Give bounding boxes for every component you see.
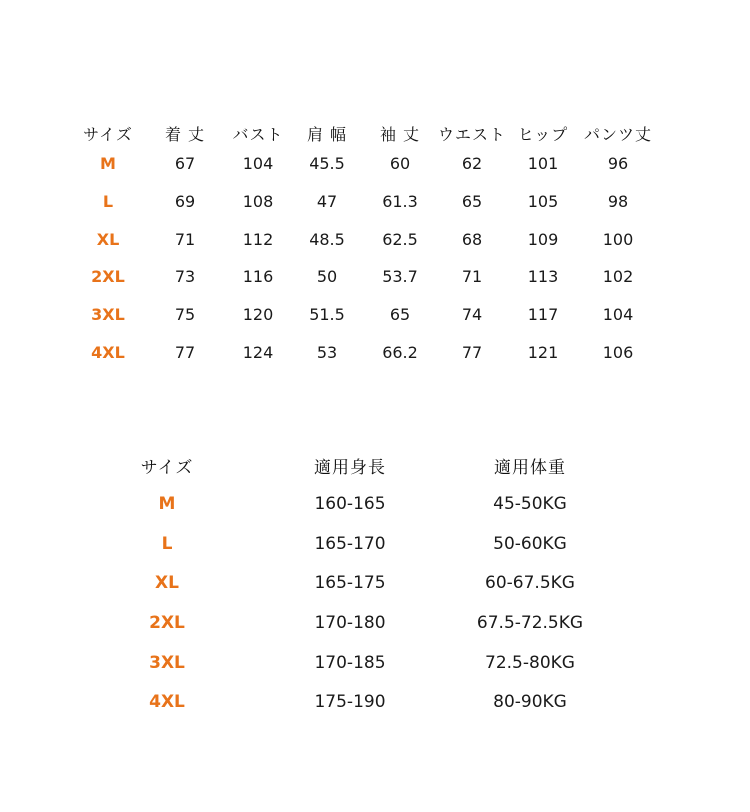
fit-cell: 170-185	[314, 653, 386, 673]
fit-size-label: XL	[155, 573, 179, 593]
measure-header-1: 着 丈	[164, 125, 206, 144]
fit-cell: 80-90KG	[493, 692, 567, 712]
measure-cell: 53.7	[382, 267, 418, 286]
measure-cell: 60	[389, 154, 411, 173]
measure-cell: 121	[527, 343, 559, 362]
measure-cell: 50	[316, 267, 338, 286]
measure-cell: 62	[461, 154, 483, 173]
measure-size-label: 4XL	[91, 343, 125, 362]
fit-cell: 175-190	[314, 692, 386, 712]
measure-cell: 96	[607, 154, 629, 173]
measure-cell: 124	[242, 343, 274, 362]
measure-cell: 108	[242, 192, 274, 211]
measure-cell: 116	[242, 267, 274, 286]
measure-header-2: バスト	[232, 125, 284, 144]
measure-cell: 67	[174, 154, 196, 173]
fit-header-2: 適用体重	[494, 458, 566, 478]
fit-cell: 67.5-72.5KG	[476, 613, 584, 633]
measure-cell: 69	[174, 192, 196, 211]
measure-cell: 71	[461, 267, 483, 286]
measure-cell: 51.5	[309, 305, 345, 324]
measure-cell: 75	[174, 305, 196, 324]
measure-cell: 68	[461, 230, 483, 249]
fit-cell: 170-180	[314, 613, 386, 633]
measure-header-7: パンツ丈	[583, 125, 653, 144]
measure-cell: 74	[461, 305, 483, 324]
measure-cell: 62.5	[382, 230, 418, 249]
fit-header-0: サイズ	[140, 458, 194, 478]
measure-cell: 65	[461, 192, 483, 211]
fit-size-label: L	[161, 534, 173, 554]
measure-cell: 104	[602, 305, 634, 324]
measure-cell: 113	[527, 267, 559, 286]
fit-cell: 165-175	[314, 573, 386, 593]
measure-cell: 47	[316, 192, 338, 211]
fit-size-label: 4XL	[149, 692, 185, 712]
measure-cell: 65	[389, 305, 411, 324]
measure-cell: 71	[174, 230, 196, 249]
measure-cell: 105	[527, 192, 559, 211]
measure-cell: 77	[174, 343, 196, 362]
fit-cell: 160-165	[314, 494, 386, 514]
measure-cell: 73	[174, 267, 196, 286]
measure-cell: 106	[602, 343, 634, 362]
measure-header-3: 肩 幅	[306, 125, 348, 144]
fit-cell: 60-67.5KG	[485, 573, 575, 593]
measure-cell: 101	[527, 154, 559, 173]
fit-cell: 50-60KG	[493, 534, 567, 554]
measure-header-4: 袖 丈	[379, 125, 421, 144]
measure-cell: 117	[527, 305, 559, 324]
measure-cell: 120	[242, 305, 274, 324]
measure-cell: 98	[607, 192, 629, 211]
measure-cell: 104	[242, 154, 274, 173]
measure-size-label: L	[102, 192, 114, 211]
fit-cell: 45-50KG	[493, 494, 567, 514]
measure-size-label: XL	[96, 230, 120, 249]
fit-cell: 72.5-80KG	[485, 653, 575, 673]
measure-header-5: ウエスト	[437, 125, 507, 144]
fit-header-1: 適用身長	[314, 458, 386, 478]
measure-cell: 45.5	[309, 154, 345, 173]
fit-size-label: 2XL	[149, 613, 185, 633]
measure-cell: 77	[461, 343, 483, 362]
measure-cell: 53	[316, 343, 338, 362]
measure-size-label: 3XL	[91, 305, 125, 324]
measure-cell: 61.3	[382, 192, 418, 211]
measure-size-label: M	[100, 154, 116, 173]
measure-size-label: 2XL	[91, 267, 125, 286]
measure-header-6: ヒップ	[517, 125, 569, 144]
measure-cell: 48.5	[309, 230, 345, 249]
fit-cell: 165-170	[314, 534, 386, 554]
measure-cell: 109	[527, 230, 559, 249]
fit-size-label: 3XL	[149, 653, 185, 673]
measure-cell: 66.2	[382, 343, 418, 362]
fit-size-label: M	[158, 494, 176, 514]
measure-cell: 102	[602, 267, 634, 286]
measure-header-0: サイズ	[83, 125, 133, 144]
measure-cell: 112	[242, 230, 274, 249]
measure-cell: 100	[602, 230, 634, 249]
